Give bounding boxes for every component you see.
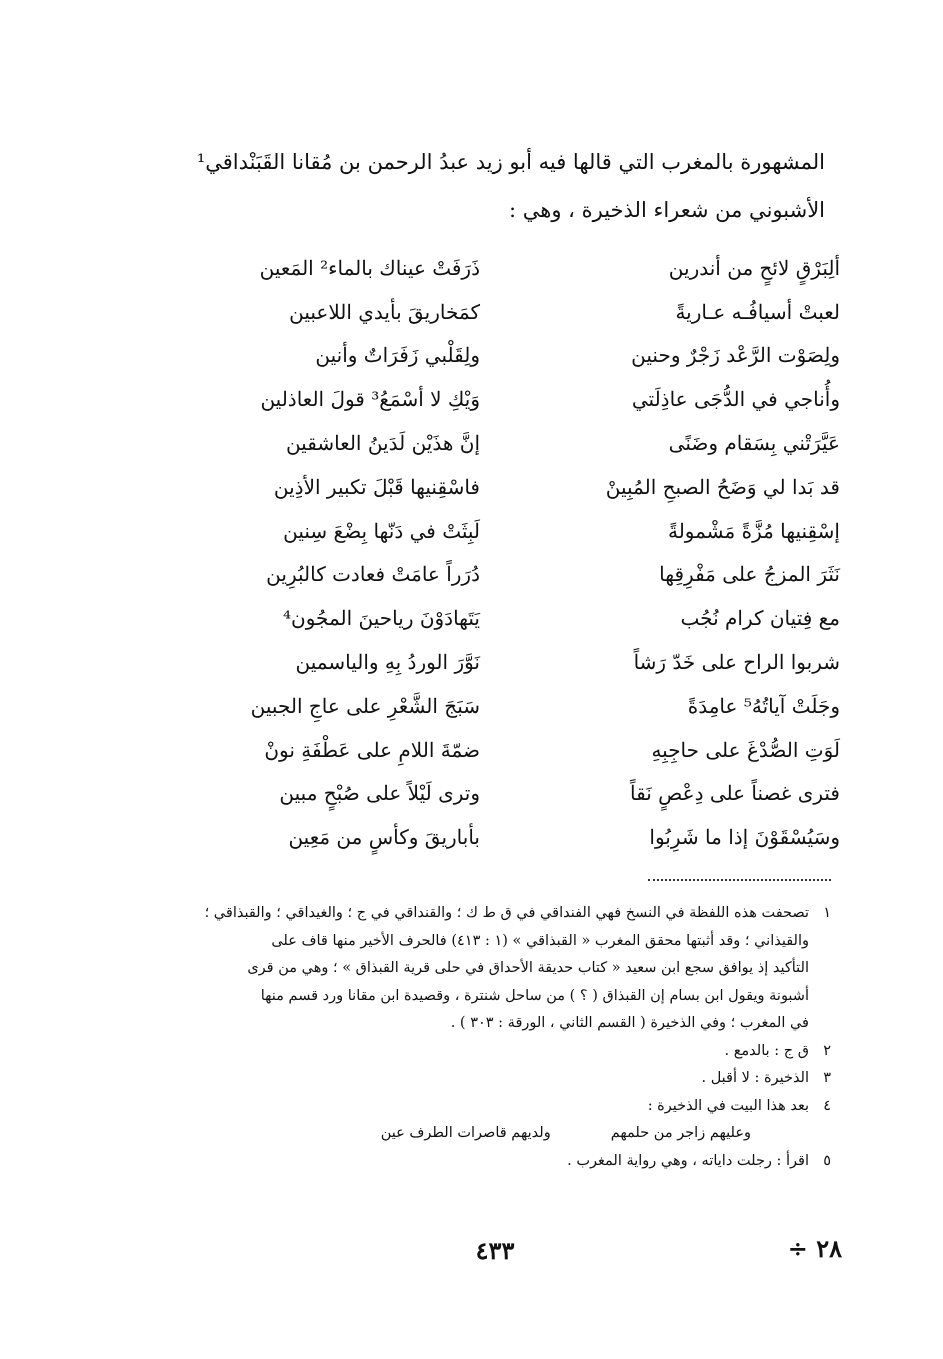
verse-first-hemistich: لَوَتِ الصُّدْغَ على حاجِبِهِ [651,737,840,762]
verse-first-hemistich: نَثَرَ المزجُ على مَفْرِقِها [659,562,840,587]
footnote-number: ٣ [823,1070,831,1086]
poem-verse [150,421,840,465]
footnote-text: تصحفت هذه اللفظة في النسخ فهي الفنداقي في ق ط ك ؛ والقنداقي في ج ؛ والغيداقي ؛ والقبذاقي ؛ [204,905,809,921]
verse-first-hemistich: مع فِتيان كرام نُجُب [680,606,840,631]
poem-verse [150,334,840,378]
verse-first-hemistich: عَيَّرَتْني بِسَقام وضَنًى [668,431,840,456]
verse-second-hemistich: دُرَراً عامَتْ فعادت كالبُرِين [266,562,480,587]
footnote-text: في المغرب ؛ وفي الذخيرة ( القسم الثاني ، الورقة : ٣٠٣ ) . [450,1015,809,1031]
poem-verse [150,290,840,334]
verse-first-hemistich: وسَيُسْقَوْنَ إذا ما شَرِبُوا [649,825,840,850]
footnote-text: التأكيد إذ يوافق سجع ابن سعيد « كتاب حديقة الأحداق في حلى قرية القبذاق » ؛ وهي من قرى [247,960,809,976]
footnote-number: ٥ [823,1152,831,1169]
verse-second-hemistich: نَوَّرَ الوردُ بِهِ والياسمين [295,650,480,675]
verse-second-hemistich: فاسْقِنيها قَبْلَ تكبير الأذِين [273,474,480,499]
verse-first-hemistich: فترى غصناً على دِعْصٍ نَقاً [630,781,840,806]
poem [150,246,840,859]
footnote-1-continuation [121,983,831,1011]
footnote-1-continuation [121,955,831,983]
footnote-1-continuation [121,928,831,956]
page-number: ٤٣٣ [475,1236,515,1265]
poem-verse [150,509,840,553]
poem-verse [150,640,840,684]
verse-second-hemistich: إنَّ هذَيْن لَدَينُ العاشقين [285,431,480,456]
footnote-4-verse [121,1120,831,1148]
intro-paragraph [125,138,825,234]
signature-mark: ٢٨ ÷ [787,1234,842,1263]
verse-second-hemistich: ضمّةَ اللامِ على عَطْفَةِ نونْ [264,737,480,762]
poem-verse [150,465,840,509]
footnote-2 [121,1038,831,1066]
verse-first-hemistich: شربوا الراح على خَدّ رَشاً [633,650,840,675]
verse-first-hemistich: وأُناجي في الدُّجَى عاذِلَتي [631,387,840,412]
poem-verse [150,246,840,290]
footnote-1 [121,900,831,928]
footnote-number: ٤ [823,1097,831,1114]
footnote-text: والقيذاني ؛ وقد أثبتها محقق المغرب « القبذاقي » (١ : ٤١٣) فالحرف الأخير منها قاف على [271,932,809,949]
verse-first-hemistich: وجَلَتْ آياتُهُ⁵ عامِدَةً [687,693,840,718]
verse-second-hemistich: يَتَهادَوْنَ رياحينَ المجُون⁴ [283,606,480,631]
intro-line-2: الأشبوني من شعراء الذخيرة ، وهي : [509,198,825,222]
verse-first-hemistich: ولِصَوْت الرَّعْد زَجْرٌ وحنين [631,343,840,368]
footnote-1-continuation [121,1010,831,1038]
footnote-number: ١ [823,905,831,921]
verse-first-hemistich: لعبتْ أسيافُـه عـاريةً [675,299,840,324]
verse-second-hemistich: ولِقَلْبي زَفَرَاتٌ وأنين [315,343,480,368]
footnote-verse-second-hemistich: ولديهم قاصرات الطرف عين [380,1125,551,1141]
verse-second-hemistich: وَيْكِ لا أسْمَعُ³ قولَ العاذلين [260,387,480,412]
poem-verse [150,377,840,421]
verse-second-hemistich: لَبِثَتْ في دَنّها بِضْعَ سِنين [283,518,480,543]
verse-second-hemistich: ذَرَفَتْ عيناك بالماء² المَعين [259,255,480,280]
verse-second-hemistich: كمَخاريقَ بأيدي اللاعبين [289,299,480,324]
poem-verse [150,772,840,816]
footnote-text: بعد هذا البيت في الذخيرة : [647,1097,809,1114]
poem-verse [150,684,840,728]
poem-verse [150,596,840,640]
intro-line-1: المشهورة بالمغرب التي قالها فيه أبو زيد عبدُ الرحمن بن مُقانا القَبَنْداقي¹ [196,150,825,174]
footnote-text: ق ج : بالدمع . [724,1042,809,1059]
verse-second-hemistich: وترى لَيْلاً على صُبْحٍ مبين [279,781,480,806]
footnote-verse-first-hemistich: وعليهم زاجر من حلمهم [610,1125,751,1141]
poem-verse [150,553,840,597]
footnote-3 [121,1065,831,1093]
verse-first-hemistich: ألِبَرْقٍ لائحٍ من أندرين [668,255,840,280]
footnote-5 [121,1148,831,1176]
footnotes [121,900,831,1175]
footnote-divider [648,879,831,881]
verse-second-hemistich: سَبَجَ الشَّعْرِ على عاجِ الجبين [250,693,480,718]
footnote-text: أشبونة ويقول ابن بسام إن القبذاق ( ؟ ) من ساحل شنترة ، وقصيدة ابن مقانا ورد قسم منها [260,987,809,1004]
verse-first-hemistich: قد بَدا لي وَضَحُ الصبحِ المُبِينْ [605,474,840,499]
footnote-text: الذخيرة : لا أقبل . [701,1070,809,1086]
verse-second-hemistich: بأباريقَ وكأسٍ من مَعِين [288,825,480,850]
footnote-number: ٢ [823,1042,831,1059]
verse-first-hemistich: إسْقِنيها مُزَّةً مَشْمولةً [667,518,840,543]
footnote-4 [121,1093,831,1121]
footnote-text: اقرأ : رجلت داياته ، وهي رواية المغرب . [567,1152,809,1169]
poem-verse [150,815,840,859]
poem-verse [150,728,840,772]
